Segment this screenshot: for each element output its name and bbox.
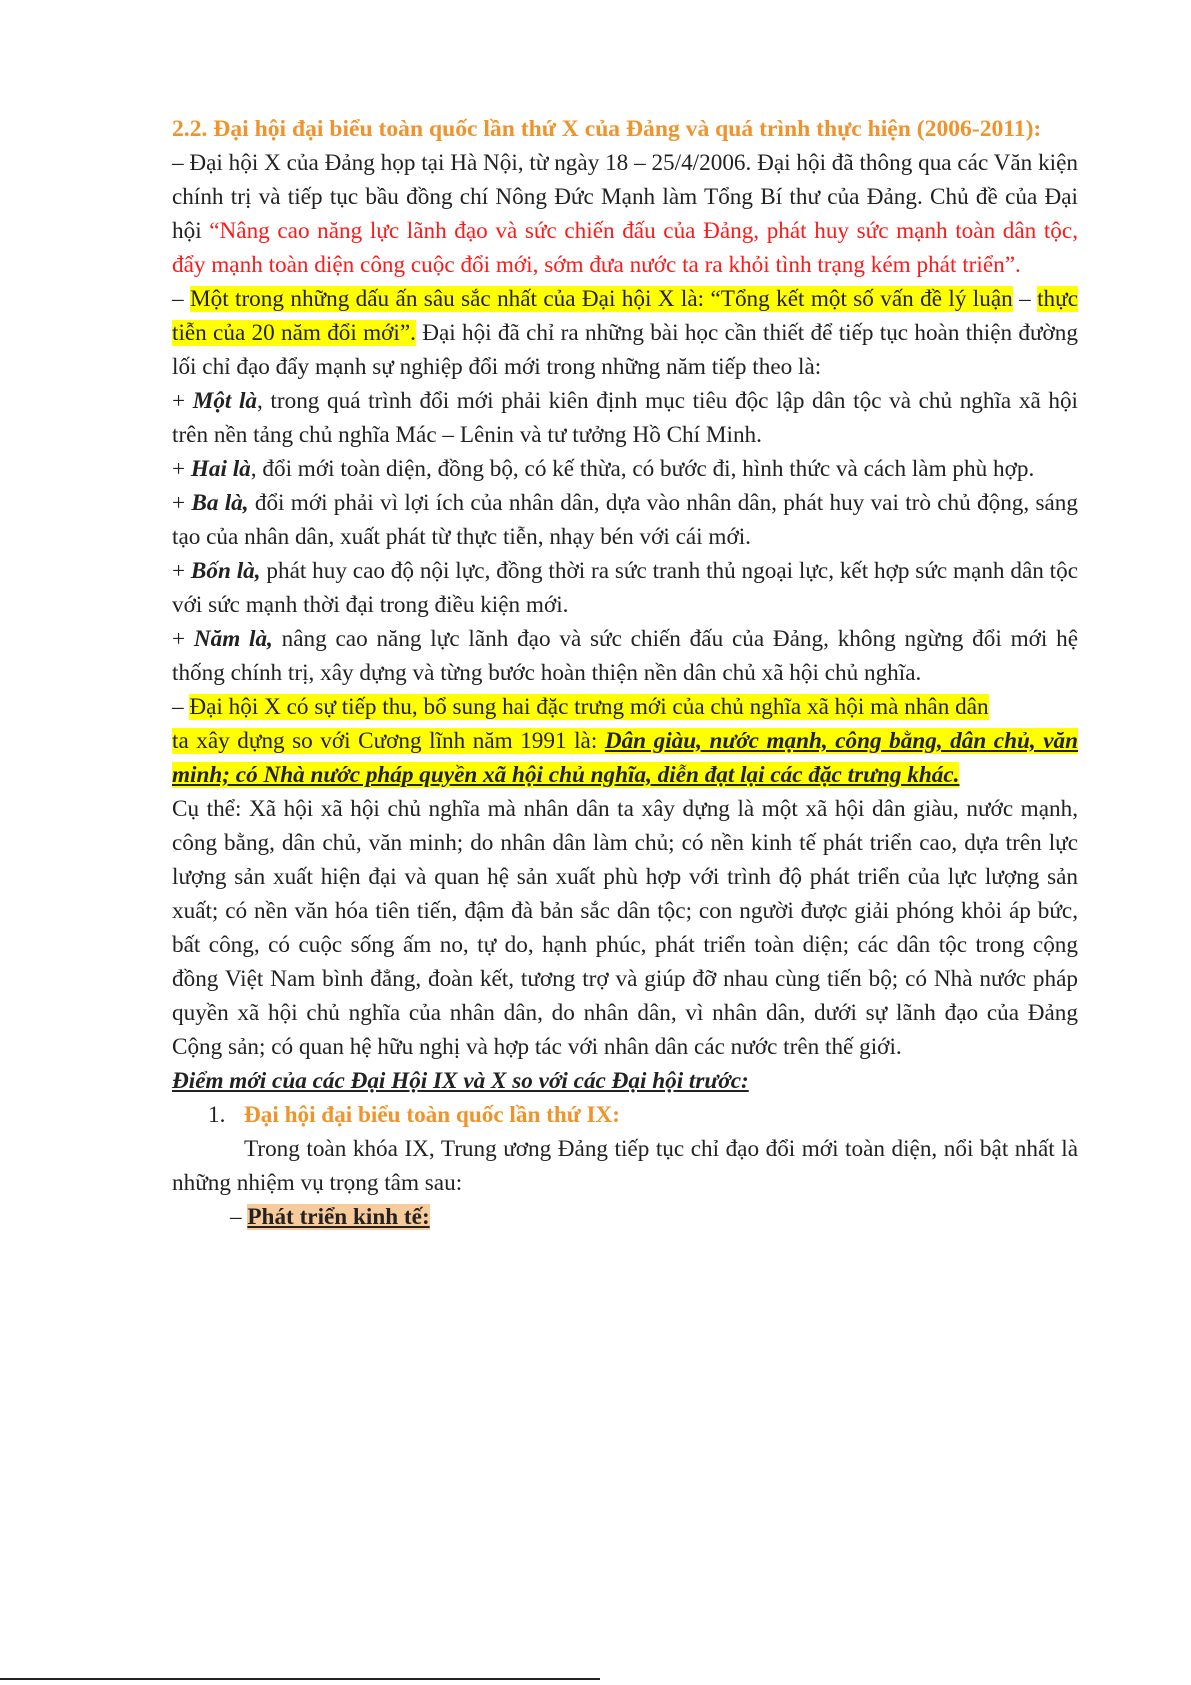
paragraph-text: Đại hội đã chỉ ra những bài học cần thiết để tiếp tục hoàn thiện đường lối chỉ đạo đẩy mạnh sự nghiệp đổi mới trong những năm tiếp theo là: bbox=[172, 320, 1078, 380]
highlighted-text: Đại hội X có sự tiếp thu, bổ sung hai đặc trưng mới của chủ nghĩa xã hội mà nhân dân bbox=[189, 694, 989, 720]
numbered-item bbox=[172, 1098, 1078, 1132]
lesson-label: Ba là, bbox=[191, 490, 249, 516]
emphasized-features: Dân giàu, nước mạnh, công bằng, dân chủ, văn minh; có Nhà nước pháp quyền xã hội chủ nghĩa, diễn đạt lại các đặc trưng khác. bbox=[172, 728, 1078, 788]
section-title: Đại hội đại biểu toàn quốc lần thứ X của Đảng và quá trình thực hiện (2006-2011): bbox=[207, 116, 1042, 142]
paragraph-congress-info bbox=[172, 146, 1078, 282]
paragraph-term-ix: Trong toàn khóa IX, Trung ương Đảng tiếp tục chỉ đạo đổi mới toàn diện, nổi bật nhất là những nhiệm vụ trọng tâm sau: bbox=[172, 1136, 1078, 1196]
paragraph-text: – Đại hội X của Đảng họp tại Hà Nội, từ ngày 18 – 25/4/2006. Đại hội đã thông qua các Văn kiện chính trị và tiếp tục bầu đồng chí Nông Đức Mạnh làm Tổng Bí thư của Đảng. Chủ đề của Đại hội bbox=[172, 150, 1078, 244]
sub-item-label: Phát triển kinh tế: bbox=[247, 1204, 430, 1230]
section-number: 2.2. bbox=[172, 116, 208, 142]
dash-text: – bbox=[230, 1204, 248, 1230]
lesson-item bbox=[172, 452, 1078, 486]
lesson-prefix: + bbox=[172, 626, 194, 652]
item-title: Đại hội đại biểu toàn quốc lần thứ IX: bbox=[244, 1102, 620, 1128]
paragraph-new-features bbox=[172, 690, 1078, 724]
lesson-item bbox=[172, 622, 1078, 690]
lesson-text: , đổi mới toàn diện, đồng bộ, có kế thừa, có bước đi, hình thức và cách làm phù hợp. bbox=[250, 456, 1035, 482]
lesson-prefix: + bbox=[172, 388, 193, 414]
dash-text: – bbox=[1012, 286, 1038, 312]
lesson-label: Hai là bbox=[190, 456, 251, 482]
paragraph-details: Cụ thể: Xã hội xã hội chủ nghĩa mà nhân dân ta xây dựng là một xã hội dân giàu, nước mạnh, công bằng, dân chủ, văn minh; do nhân dân làm chủ; có nền kinh tế phát triển cao, dựa trên lực lượng sản xuất hiện đại và quan hệ sản xuất phù hợp với trình độ phát triển của lực lượng sản xuất; có nền văn hóa tiên tiến, đậm đà bản sắc dân tộc; con người được giải phóng khỏi áp bức, bất công, có cuộc sống ấm no, tự do, hạnh phúc, phát triển toàn diện; các dân tộc trong cộng đồng Việt Nam bình đẳng, đoàn kết, tương trợ và giúp đỡ nhau cùng tiến bộ; có Nhà nước pháp quyền xã hội chủ nghĩa của nhân dân, do nhân dân, vì nhân dân, dưới sự lãnh đạo của Đảng Cộng sản; có quan hệ hữu nghị và hợp tác với nhân dân các nước trên thế giới. bbox=[172, 796, 1078, 1060]
lesson-text: , trong quá trình đổi mới phải kiên định mục tiêu độc lập dân tộc và chủ nghĩa xã hội trên nền tảng chủ nghĩa Mác – Lênin và tư tưởng Hồ Chí Minh. bbox=[172, 388, 1078, 448]
document-page bbox=[172, 112, 1078, 1234]
lesson-label: Năm là, bbox=[193, 626, 273, 652]
lesson-prefix: + bbox=[172, 490, 192, 516]
dash-text: – bbox=[172, 694, 190, 720]
sub-item bbox=[172, 1200, 1078, 1234]
lesson-text: phát huy cao độ nội lực, đồng thời ra sức tranh thủ ngoại lực, kết hợp sức mạnh dân tộc với sức mạnh thời đại trong điều kiện mới. bbox=[172, 558, 1078, 618]
congress-theme-quote: “Nâng cao năng lực lãnh đạo và sức chiến đấu của Đảng, phát huy sức mạnh toàn dân tộc, đẩy mạnh toàn diện công cuộc đổi mới, sớm đưa nước ta ra khỏi tình trạng kém phát triển”. bbox=[172, 218, 1078, 278]
item-number: 1. bbox=[208, 1102, 226, 1128]
lesson-item bbox=[172, 554, 1078, 622]
lesson-item bbox=[172, 384, 1078, 452]
lesson-text: nâng cao năng lực lãnh đạo và sức chiến đấu của Đảng, không ngừng đổi mới hệ thống chính trị, xây dựng và từng bước hoàn thiện nền dân chủ xã hội chủ nghĩa. bbox=[172, 626, 1078, 686]
highlighted-text: Một trong những dấu ấn sâu sắc nhất của Đại hội X là: “Tổng kết một số vấn đề lý luận bbox=[189, 286, 1013, 312]
highlighted-text: thực tiễn của 20 năm đổi mới”. bbox=[172, 286, 1078, 346]
footer-divider bbox=[0, 1678, 600, 1680]
dash-text: – bbox=[172, 286, 190, 312]
paragraph-highlight-mark bbox=[172, 282, 1078, 384]
lesson-text: đổi mới phải vì lợi ích của nhân dân, dựa vào nhân dân, phát huy vai trò chủ động, sáng tạo của nhân dân, xuất phát từ thực tiễn, nhạy bén với cái mới. bbox=[172, 490, 1078, 550]
paragraph-new-features-cont bbox=[172, 724, 1078, 792]
lesson-prefix: + bbox=[172, 558, 191, 584]
section-heading bbox=[172, 112, 1078, 146]
lesson-label: Bốn là, bbox=[190, 558, 261, 584]
highlighted-text: ta xây dựng so với Cương lĩnh năm 1991 là: bbox=[172, 728, 605, 754]
lesson-label: Một là bbox=[192, 388, 258, 414]
lesson-prefix: + bbox=[172, 456, 191, 482]
new-points-heading: Điểm mới của các Đại Hội IX và X so với các Đại hội trước: bbox=[172, 1068, 749, 1094]
lesson-item bbox=[172, 486, 1078, 554]
